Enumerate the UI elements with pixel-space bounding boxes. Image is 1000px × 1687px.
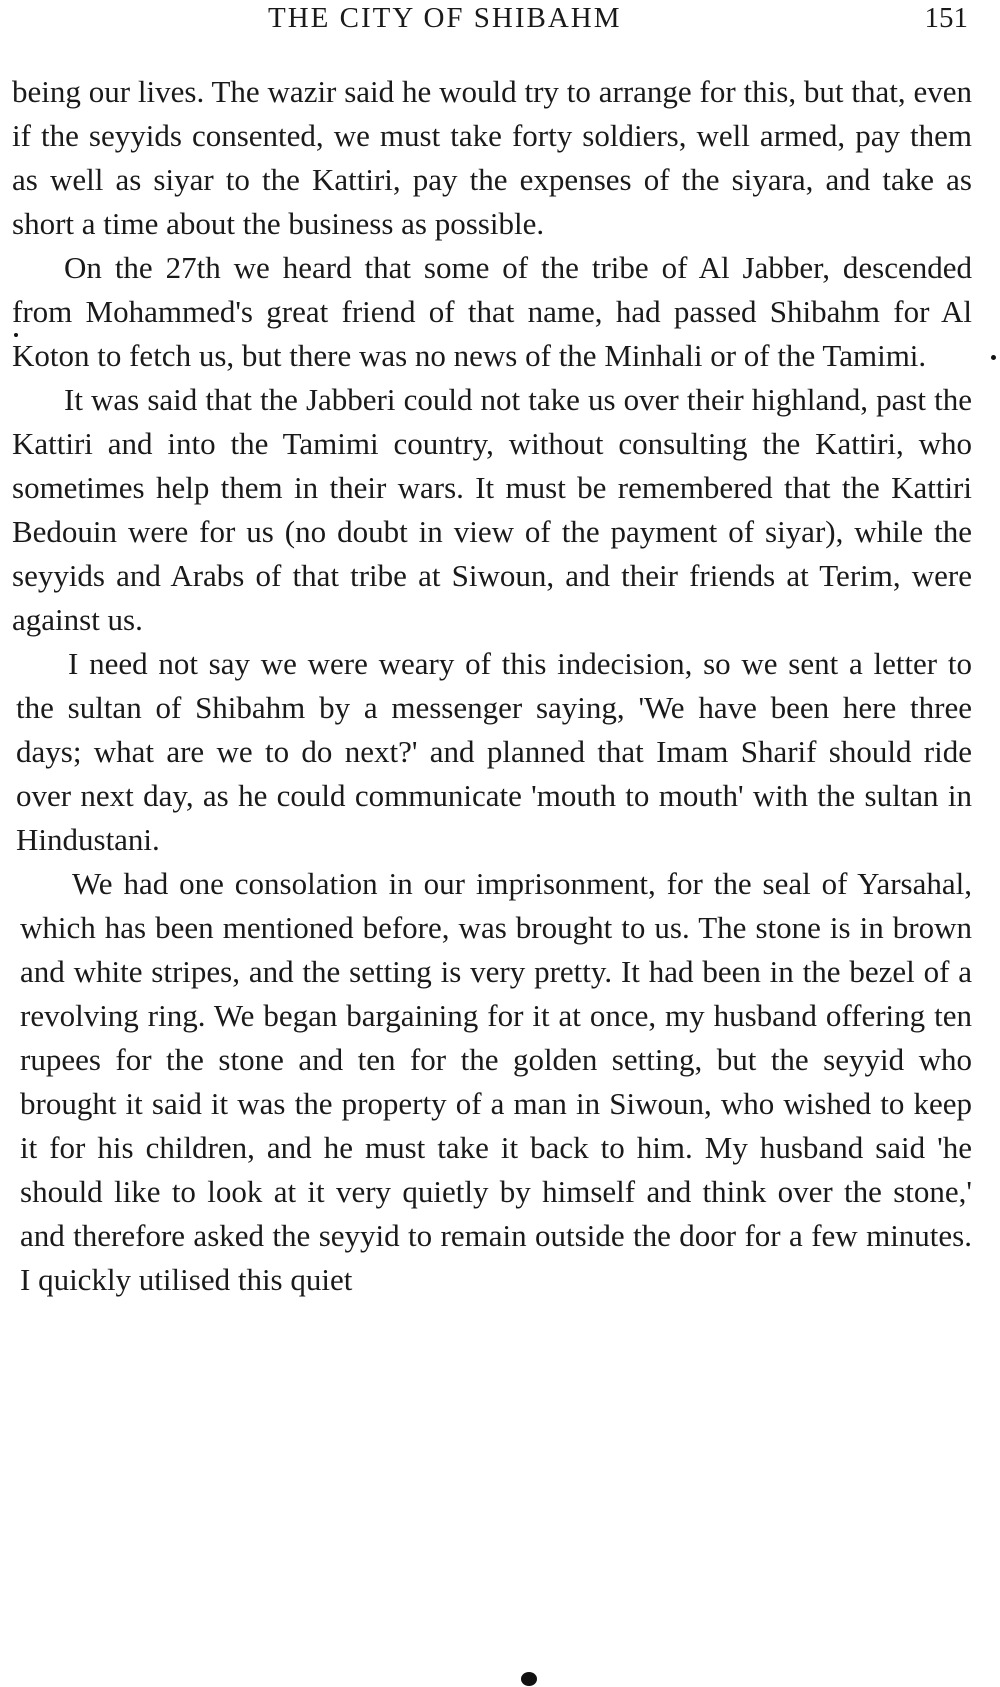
running-head: [0, 2, 1000, 38]
paragraph-5: We had one consolation in our imprisonment, for the seal of Yarsahal, which has been mentioned before, was brought to us. The stone is in brown and white stripes, and the setting is very pretty. It had been in the bezel of a revolving ring. We began bargaining for it at once, my husband offering ten rupees for the stone and ten for the golden setting, but the seyyid who brought it said it was the property of a man in Siwoun, who wished to keep it for his children, and he must take it back to him. My husband said 'he should like to look at it very quietly by himself and think over the stone,' and therefore asked the seyyid to remain outside the door for a few minutes. I quickly utilised this quiet: [20, 866, 972, 1297]
ink-blot: [991, 355, 996, 360]
paragraph-1: being our lives. The wazir said he would try to arrange for this, but that, even if the seyyids consented, we must take forty soldiers, well armed, pay them as well as siyar to the Kattiri, pay the expenses of the siyara, and take as short a time about the business as possible.: [12, 74, 972, 241]
paragraph-4: I need not say we were weary of this indecision, so we sent a letter to the sultan of Shibahm by a messenger saying, 'We have been here three days; what are we to do next?' and planned that Imam Sharif should ride over next day, as he could communicate 'mouth to mouth' with the sultan in Hindustani.: [16, 646, 972, 857]
paragraph-2: On the 27th we heard that some of the tribe of Al Jabber, descended from Mohammed's great friend of that name, had passed Shibahm for Al Koton to fetch us, but there was no news of the Minhali or of the Tamimi.: [12, 250, 972, 373]
ink-blot: [14, 333, 18, 337]
paragraph-3: It was said that the Jabberi could not take us over their highland, past the Kattiri and into the Tamimi country, without consulting the Kattiri, who sometimes help them in their wars. It must be remembered that the Kattiri Bedouin were for us (no doubt in view of the payment of siyar), while the seyyids and Arabs of that tribe at Siwoun, and their friends at Terim, were against us.: [12, 382, 972, 637]
page-number: 151: [924, 2, 968, 34]
body-text: [12, 70, 972, 1302]
running-title: THE CITY OF SHIBAHM: [268, 2, 622, 34]
ink-blot: [521, 1672, 537, 1686]
